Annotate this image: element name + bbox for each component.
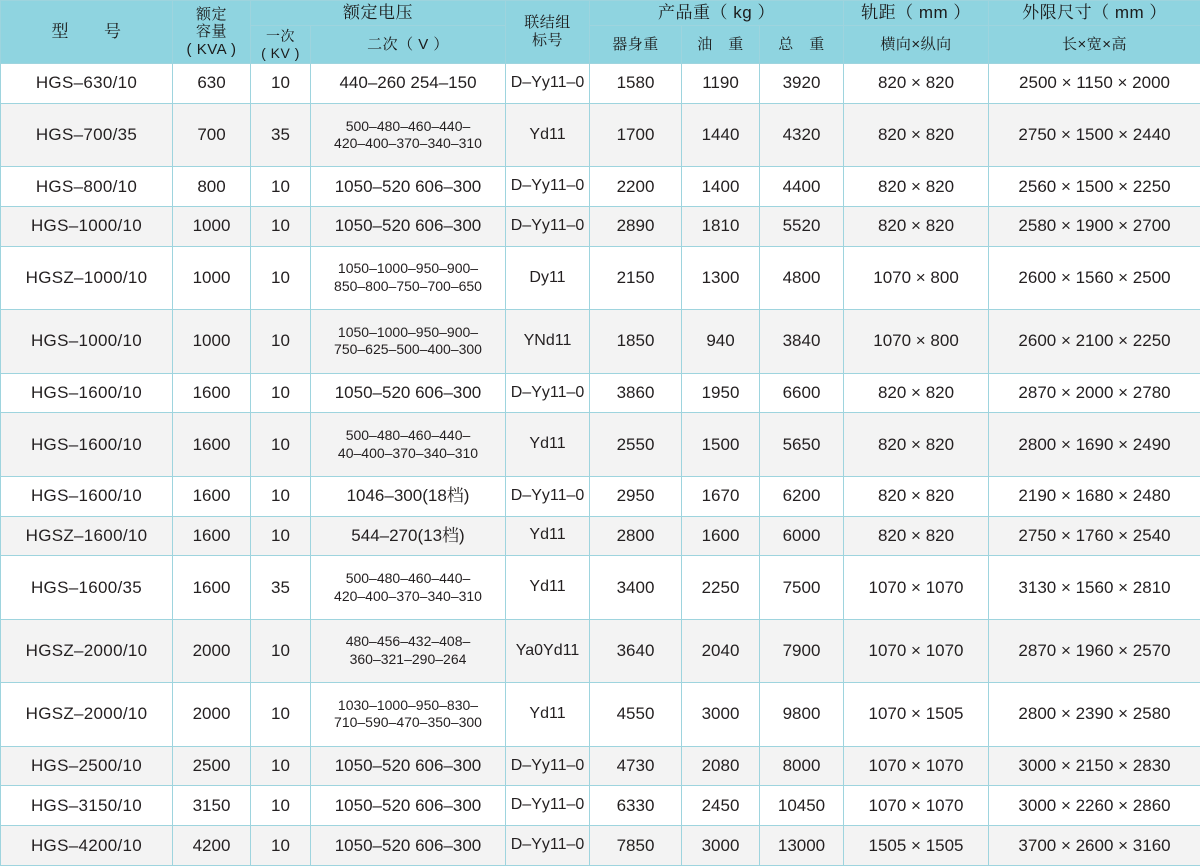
cell-track-gauge: 1505 × 1505	[844, 826, 989, 866]
cell-secondary-voltage: 440–260 254–150	[311, 64, 506, 104]
cell-connection-group: Yd11	[506, 103, 590, 166]
cell-total-weight: 7900	[760, 619, 844, 682]
cell-model: HGS–700/35	[1, 103, 173, 166]
cell-primary-voltage: 35	[251, 103, 311, 166]
cell-overall-size: 2870 × 1960 × 2570	[989, 619, 1200, 682]
cell-secondary-voltage	[311, 246, 506, 309]
cell-overall-size: 3700 × 2600 × 3160	[989, 826, 1200, 866]
cell-overall-size: 2750 × 1760 × 2540	[989, 516, 1200, 556]
cell-body-weight: 2890	[590, 207, 682, 247]
cell-track-gauge: 820 × 820	[844, 167, 989, 207]
cell-connection-group: Yd11	[506, 516, 590, 556]
table-row	[1, 246, 1200, 309]
table-row	[1, 786, 1200, 826]
cell-connection-group: Yd11	[506, 683, 590, 746]
cell-capacity: 1600	[173, 413, 251, 476]
cell-secondary-voltage: 1050–520 606–300	[311, 746, 506, 786]
cell-track-gauge: 820 × 820	[844, 413, 989, 476]
secondary-voltage-line: 1050–1000–950–900–	[314, 324, 502, 342]
secondary-voltage-line: 500–480–460–440–	[314, 570, 502, 588]
table-row	[1, 683, 1200, 746]
cell-primary-voltage: 10	[251, 207, 311, 247]
cell-oil-weight: 2250	[682, 556, 760, 619]
table-row	[1, 826, 1200, 866]
header-rated-capacity-line2: 容量	[176, 23, 247, 41]
cell-model: HGS–1600/10	[1, 413, 173, 476]
cell-primary-voltage: 10	[251, 64, 311, 104]
cell-body-weight: 2150	[590, 246, 682, 309]
cell-primary-voltage: 10	[251, 516, 311, 556]
cell-connection-group: Dy11	[506, 246, 590, 309]
cell-overall-size: 3000 × 2260 × 2860	[989, 786, 1200, 826]
cell-capacity: 1600	[173, 556, 251, 619]
cell-model: HGS–800/10	[1, 167, 173, 207]
cell-overall-size: 2870 × 2000 × 2780	[989, 373, 1200, 413]
cell-primary-voltage: 10	[251, 619, 311, 682]
cell-total-weight: 6600	[760, 373, 844, 413]
cell-connection-group: D–Yy11–0	[506, 207, 590, 247]
cell-secondary-voltage	[311, 556, 506, 619]
cell-model: HGSZ–2000/10	[1, 619, 173, 682]
cell-track-gauge: 1070 × 1070	[844, 619, 989, 682]
cell-secondary-voltage: 544–270(13档)	[311, 516, 506, 556]
cell-oil-weight: 3000	[682, 683, 760, 746]
header-overall-size: 外限尺寸（ mm ）	[989, 1, 1200, 26]
cell-body-weight: 3640	[590, 619, 682, 682]
cell-primary-voltage: 10	[251, 683, 311, 746]
secondary-voltage-line: 1050–1000–950–900–	[314, 260, 502, 278]
secondary-voltage-line: 1030–1000–950–830–	[314, 697, 502, 715]
cell-secondary-voltage: 1050–520 606–300	[311, 167, 506, 207]
table-row	[1, 207, 1200, 247]
header-connection-group	[506, 1, 590, 64]
cell-model: HGS–1000/10	[1, 207, 173, 247]
cell-connection-group: D–Yy11–0	[506, 373, 590, 413]
cell-model: HGSZ–1000/10	[1, 246, 173, 309]
cell-secondary-voltage: 1050–520 606–300	[311, 786, 506, 826]
cell-oil-weight: 1600	[682, 516, 760, 556]
cell-primary-voltage: 10	[251, 310, 311, 373]
cell-body-weight: 6330	[590, 786, 682, 826]
cell-oil-weight: 1810	[682, 207, 760, 247]
table-row	[1, 516, 1200, 556]
cell-total-weight: 5650	[760, 413, 844, 476]
cell-secondary-voltage: 1050–520 606–300	[311, 826, 506, 866]
table-row	[1, 746, 1200, 786]
cell-primary-voltage: 10	[251, 246, 311, 309]
cell-secondary-voltage: 1050–520 606–300	[311, 207, 506, 247]
cell-connection-group: D–Yy11–0	[506, 167, 590, 207]
header-size-direction: 长×宽×高	[989, 26, 1200, 64]
cell-body-weight: 3860	[590, 373, 682, 413]
header-model: 型 号	[1, 1, 173, 64]
cell-track-gauge: 820 × 820	[844, 103, 989, 166]
cell-model: HGS–1600/35	[1, 556, 173, 619]
header-product-weight: 产品重（ kg ）	[590, 1, 844, 26]
table-row	[1, 103, 1200, 166]
secondary-voltage-line: 850–800–750–700–650	[314, 278, 502, 296]
cell-primary-voltage: 10	[251, 826, 311, 866]
table-row	[1, 373, 1200, 413]
secondary-voltage-line: 420–400–370–340–310	[314, 135, 502, 153]
table-row	[1, 167, 1200, 207]
cell-primary-voltage: 10	[251, 373, 311, 413]
cell-body-weight: 2800	[590, 516, 682, 556]
cell-overall-size: 2500 × 1150 × 2000	[989, 64, 1200, 104]
cell-oil-weight: 2080	[682, 746, 760, 786]
cell-oil-weight: 1190	[682, 64, 760, 104]
cell-total-weight: 6200	[760, 476, 844, 516]
cell-oil-weight: 1440	[682, 103, 760, 166]
cell-capacity: 1600	[173, 373, 251, 413]
cell-model: HGS–1600/10	[1, 373, 173, 413]
header-rated-voltage: 额定电压	[251, 1, 506, 26]
cell-overall-size: 2580 × 1900 × 2700	[989, 207, 1200, 247]
cell-body-weight: 2950	[590, 476, 682, 516]
header-row-1	[1, 1, 1200, 26]
cell-total-weight: 3920	[760, 64, 844, 104]
cell-primary-voltage: 10	[251, 476, 311, 516]
cell-capacity: 2500	[173, 746, 251, 786]
cell-overall-size: 2600 × 2100 × 2250	[989, 310, 1200, 373]
table-row	[1, 413, 1200, 476]
cell-connection-group: D–Yy11–0	[506, 786, 590, 826]
cell-overall-size: 3000 × 2150 × 2830	[989, 746, 1200, 786]
secondary-voltage-line: 360–321–290–264	[314, 651, 502, 669]
table-row	[1, 619, 1200, 682]
secondary-voltage-line: 480–456–432–408–	[314, 633, 502, 651]
cell-total-weight: 7500	[760, 556, 844, 619]
cell-track-gauge: 820 × 820	[844, 64, 989, 104]
cell-connection-group: Ya0Yd11	[506, 619, 590, 682]
cell-total-weight: 8000	[760, 746, 844, 786]
table-row	[1, 64, 1200, 104]
cell-body-weight: 7850	[590, 826, 682, 866]
secondary-voltage-line: 750–625–500–400–300	[314, 341, 502, 359]
cell-track-gauge: 820 × 820	[844, 476, 989, 516]
header-primary-line1: 一次	[254, 28, 307, 45]
cell-secondary-voltage: 1046–300(18档)	[311, 476, 506, 516]
cell-oil-weight: 1670	[682, 476, 760, 516]
table-header	[1, 1, 1200, 64]
cell-body-weight: 1850	[590, 310, 682, 373]
cell-capacity: 630	[173, 64, 251, 104]
header-rated-capacity-line3: ( KVA )	[176, 41, 247, 59]
cell-oil-weight: 2450	[682, 786, 760, 826]
cell-total-weight: 10450	[760, 786, 844, 826]
cell-total-weight: 6000	[760, 516, 844, 556]
cell-capacity: 700	[173, 103, 251, 166]
cell-body-weight: 4550	[590, 683, 682, 746]
cell-primary-voltage: 35	[251, 556, 311, 619]
table-row	[1, 556, 1200, 619]
cell-oil-weight: 3000	[682, 826, 760, 866]
cell-connection-group: D–Yy11–0	[506, 64, 590, 104]
cell-oil-weight: 2040	[682, 619, 760, 682]
table-body	[1, 64, 1200, 866]
cell-body-weight: 1700	[590, 103, 682, 166]
cell-total-weight: 4800	[760, 246, 844, 309]
cell-overall-size: 2800 × 2390 × 2580	[989, 683, 1200, 746]
cell-connection-group: D–Yy11–0	[506, 746, 590, 786]
cell-oil-weight: 940	[682, 310, 760, 373]
cell-track-gauge: 1070 × 1070	[844, 786, 989, 826]
cell-connection-group: YNd11	[506, 310, 590, 373]
cell-capacity: 3150	[173, 786, 251, 826]
cell-oil-weight: 1300	[682, 246, 760, 309]
cell-total-weight: 9800	[760, 683, 844, 746]
header-connection-line1: 联结组	[509, 14, 586, 32]
header-rated-capacity	[173, 1, 251, 64]
header-connection-line2: 标号	[509, 32, 586, 50]
cell-secondary-voltage	[311, 619, 506, 682]
cell-connection-group: Yd11	[506, 413, 590, 476]
cell-track-gauge: 1070 × 1505	[844, 683, 989, 746]
cell-total-weight: 4320	[760, 103, 844, 166]
cell-track-gauge: 820 × 820	[844, 373, 989, 413]
table-row	[1, 310, 1200, 373]
cell-oil-weight: 1400	[682, 167, 760, 207]
cell-track-gauge: 1070 × 800	[844, 246, 989, 309]
cell-track-gauge: 1070 × 1070	[844, 556, 989, 619]
cell-total-weight: 4400	[760, 167, 844, 207]
cell-primary-voltage: 10	[251, 413, 311, 476]
cell-body-weight: 3400	[590, 556, 682, 619]
cell-overall-size: 2750 × 1500 × 2440	[989, 103, 1200, 166]
cell-overall-size: 2800 × 1690 × 2490	[989, 413, 1200, 476]
cell-primary-voltage: 10	[251, 167, 311, 207]
cell-body-weight: 2200	[590, 167, 682, 207]
cell-oil-weight: 1500	[682, 413, 760, 476]
cell-model: HGS–3150/10	[1, 786, 173, 826]
cell-track-gauge: 820 × 820	[844, 516, 989, 556]
cell-model: HGS–4200/10	[1, 826, 173, 866]
cell-secondary-voltage: 1050–520 606–300	[311, 373, 506, 413]
cell-model: HGS–2500/10	[1, 746, 173, 786]
header-track-gauge: 轨距（ mm ）	[844, 1, 989, 26]
cell-body-weight: 4730	[590, 746, 682, 786]
cell-track-gauge: 1070 × 800	[844, 310, 989, 373]
table-row	[1, 476, 1200, 516]
cell-track-gauge: 1070 × 1070	[844, 746, 989, 786]
cell-overall-size: 2560 × 1500 × 2250	[989, 167, 1200, 207]
cell-capacity: 1000	[173, 207, 251, 247]
cell-model: HGS–1600/10	[1, 476, 173, 516]
cell-secondary-voltage	[311, 103, 506, 166]
cell-capacity: 1000	[173, 246, 251, 309]
cell-primary-voltage: 10	[251, 746, 311, 786]
cell-track-gauge: 820 × 820	[844, 207, 989, 247]
cell-total-weight: 13000	[760, 826, 844, 866]
cell-overall-size: 2190 × 1680 × 2480	[989, 476, 1200, 516]
cell-secondary-voltage	[311, 310, 506, 373]
cell-connection-group: Yd11	[506, 556, 590, 619]
cell-model: HGSZ–2000/10	[1, 683, 173, 746]
cell-capacity: 1000	[173, 310, 251, 373]
cell-primary-voltage: 10	[251, 786, 311, 826]
secondary-voltage-line: 500–480–460–440–	[314, 427, 502, 445]
cell-capacity: 4200	[173, 826, 251, 866]
cell-capacity: 800	[173, 167, 251, 207]
cell-total-weight: 3840	[760, 310, 844, 373]
cell-secondary-voltage	[311, 413, 506, 476]
cell-body-weight: 2550	[590, 413, 682, 476]
cell-overall-size: 2600 × 1560 × 2500	[989, 246, 1200, 309]
cell-capacity: 2000	[173, 683, 251, 746]
cell-secondary-voltage	[311, 683, 506, 746]
cell-overall-size: 3130 × 1560 × 2810	[989, 556, 1200, 619]
cell-model: HGS–1000/10	[1, 310, 173, 373]
cell-capacity: 1600	[173, 516, 251, 556]
header-body-weight: 器身重	[590, 26, 682, 64]
cell-capacity: 1600	[173, 476, 251, 516]
cell-total-weight: 5520	[760, 207, 844, 247]
secondary-voltage-line: 710–590–470–350–300	[314, 714, 502, 732]
cell-model: HGSZ–1600/10	[1, 516, 173, 556]
header-primary-line2: ( KV )	[254, 45, 307, 62]
header-track-direction: 横向×纵向	[844, 26, 989, 64]
cell-connection-group: D–Yy11–0	[506, 826, 590, 866]
header-rated-capacity-line1: 额定	[176, 6, 247, 24]
cell-connection-group: D–Yy11–0	[506, 476, 590, 516]
cell-body-weight: 1580	[590, 64, 682, 104]
secondary-voltage-line: 500–480–460–440–	[314, 118, 502, 136]
header-primary-voltage	[251, 26, 311, 64]
header-oil-weight: 油 重	[682, 26, 760, 64]
header-secondary-voltage: 二次（ V ）	[311, 26, 506, 64]
cell-oil-weight: 1950	[682, 373, 760, 413]
secondary-voltage-line: 420–400–370–340–310	[314, 588, 502, 606]
secondary-voltage-line: 40–400–370–340–310	[314, 445, 502, 463]
cell-capacity: 2000	[173, 619, 251, 682]
cell-model: HGS–630/10	[1, 64, 173, 104]
header-total-weight: 总 重	[760, 26, 844, 64]
